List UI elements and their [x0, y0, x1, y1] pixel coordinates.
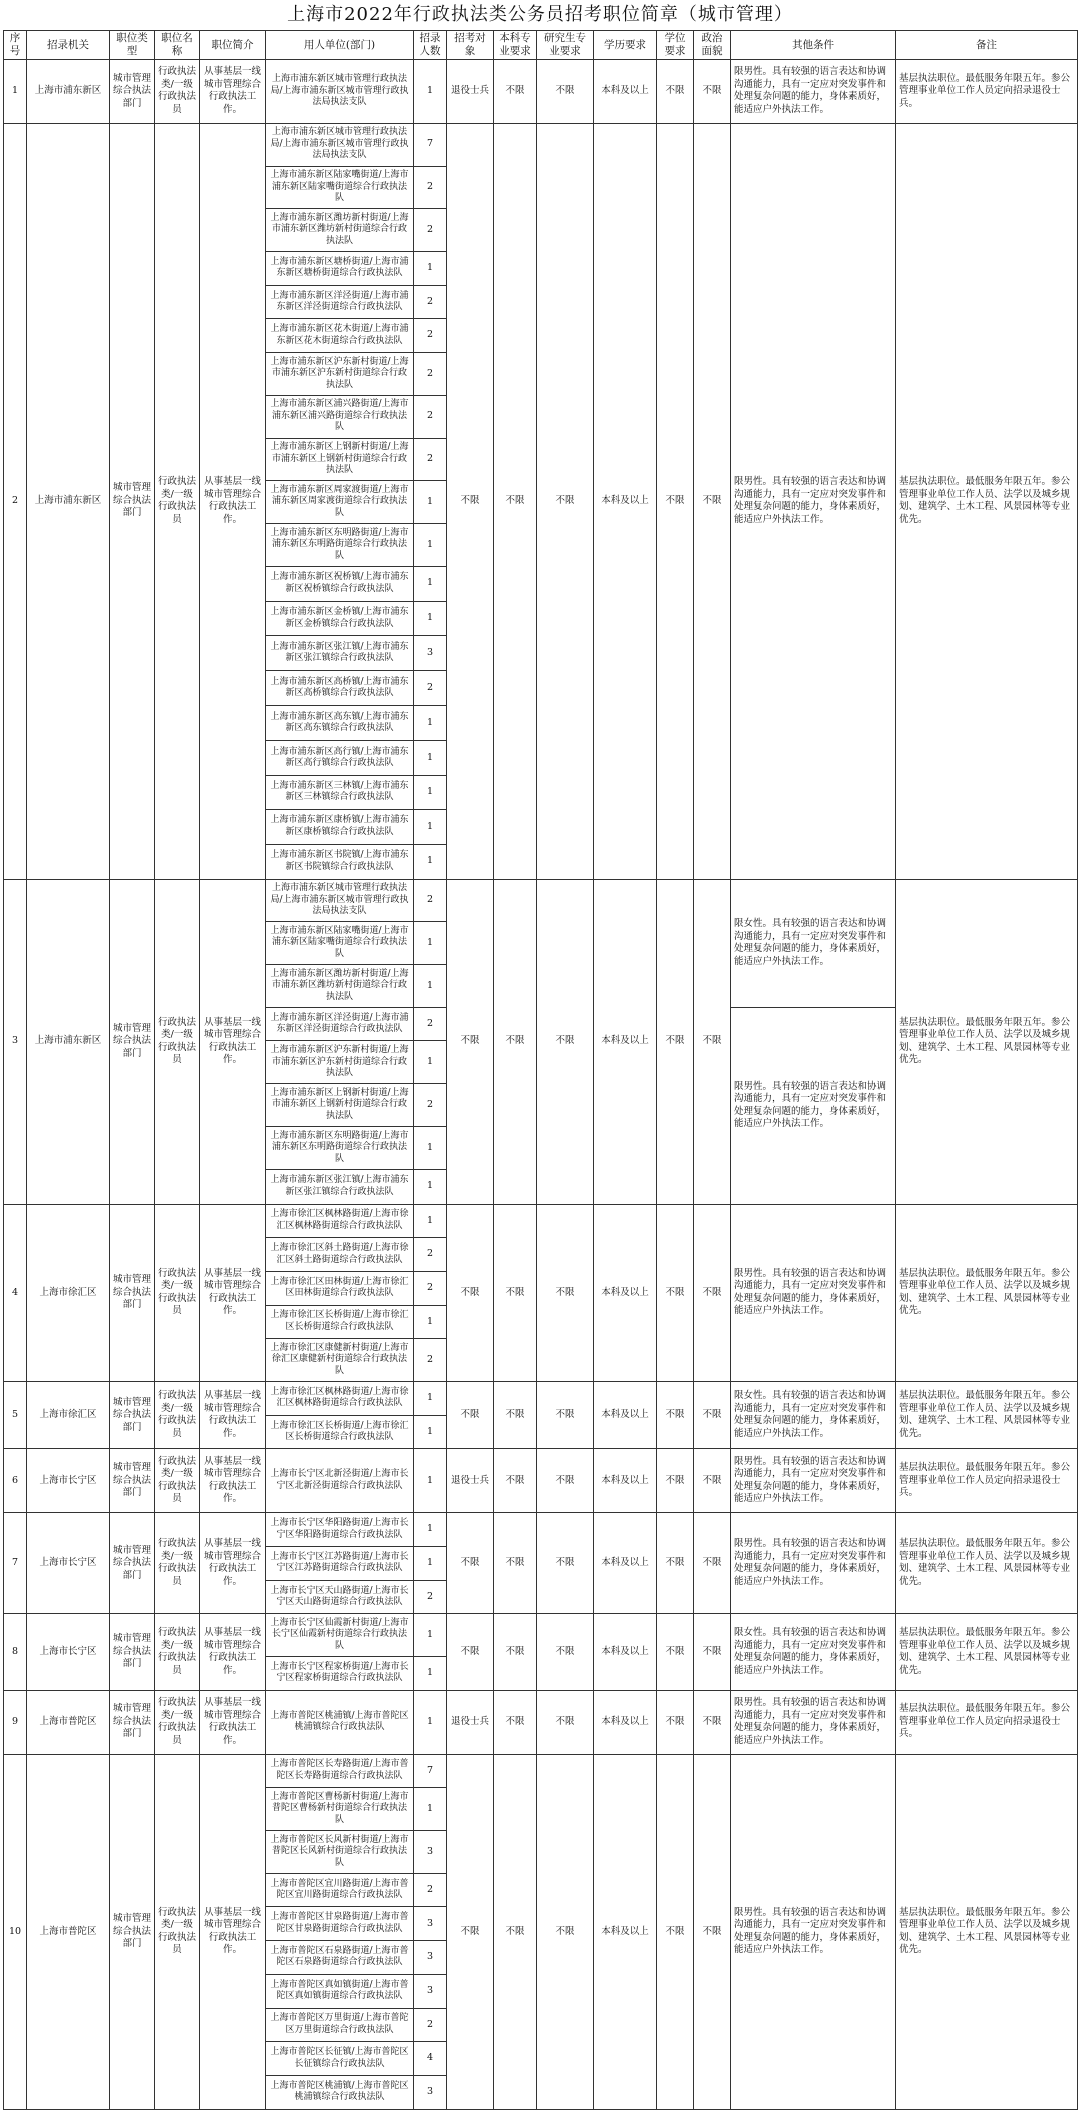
employing-unit: 上海市普陀区长风新村街道/上海市普陀区长风新村街道综合行政执法队	[266, 1831, 414, 1874]
undergrad-major: 不限	[494, 123, 537, 879]
political-status: 不限	[694, 1204, 731, 1382]
headcount: 1	[414, 741, 447, 776]
employing-unit: 上海市浦东新区东明路街道/上海市浦东新区东明路街道综合行政执法队	[266, 1126, 414, 1169]
employing-unit: 上海市浦东新区陆家嘴街道/上海市浦东新区陆家嘴街道综合行政执法队	[266, 166, 414, 209]
political-status: 不限	[694, 60, 731, 124]
political-status: 不限	[694, 1690, 731, 1754]
headcount: 1	[414, 1614, 447, 1657]
headcount: 2	[414, 395, 447, 438]
education-requirement: 本科及以上	[594, 1614, 657, 1690]
document-title: 上海市2022年行政执法类公务员招考职位简章（城市管理）	[287, 4, 793, 25]
headcount: 1	[414, 1690, 447, 1754]
position-intro: 从事基层一线城市管理综合行政执法工作。	[200, 1204, 266, 1382]
position-type: 城市管理综合执法部门	[110, 1449, 155, 1513]
position-type: 城市管理综合执法部门	[110, 1690, 155, 1754]
col-header: 招录人数	[414, 31, 447, 60]
undergrad-major: 不限	[494, 60, 537, 124]
employing-unit: 上海市浦东新区沪东新村街道/上海市浦东新区沪东新村街道综合行政执法队	[266, 1041, 414, 1084]
recruit-target: 不限	[447, 1382, 494, 1449]
headcount: 2	[414, 166, 447, 209]
position-name: 行政执法类/一级行政执法员	[155, 879, 200, 1204]
headcount: 1	[414, 523, 447, 566]
col-header: 其他条件	[731, 31, 896, 60]
employing-unit: 上海市长宁区华阳路街道/上海市长宁区华阳路街道综合行政执法队	[266, 1513, 414, 1547]
headcount: 1	[414, 1449, 447, 1513]
headcount: 3	[414, 1941, 447, 1975]
headcount: 1	[414, 809, 447, 844]
table-row	[4, 879, 1078, 922]
table-row	[4, 1382, 1078, 1416]
remarks: 基层执法职位。最低服务年限五年。参公管理事业单位工作人员定向招录退役士兵。	[896, 1690, 1078, 1754]
political-status: 不限	[694, 879, 731, 1204]
undergrad-major: 不限	[494, 1614, 537, 1690]
position-name: 行政执法类/一级行政执法员	[155, 1690, 200, 1754]
other-conditions: 限男性。具有较强的语言表达和协调沟通能力，具有一定应对突发事件和处理复杂问题的能力，身体素质好，能适应户外执法工作。	[731, 1690, 896, 1754]
recruiting-agency: 上海市徐汇区	[27, 1204, 110, 1382]
employing-unit: 上海市普陀区曹杨新村街道/上海市普陀区曹杨新村街道综合行政执法队	[266, 1788, 414, 1831]
employing-unit: 上海市浦东新区洋泾街道/上海市浦东新区洋泾街道综合行政执法队	[266, 1007, 414, 1041]
position-type: 城市管理综合执法部门	[110, 1614, 155, 1690]
graduate-major: 不限	[537, 879, 594, 1204]
other-conditions: 限男性。具有较强的语言表达和协调沟通能力，具有一定应对突发事件和处理复杂问题的能力，身体素质好，能适应户外执法工作。	[731, 1007, 896, 1204]
employing-unit: 上海市普陀区长征镇/上海市普陀区长征镇综合行政执法队	[266, 2042, 414, 2076]
other-conditions: 限女性。具有较强的语言表达和协调沟通能力，具有一定应对突发事件和处理复杂问题的能力，身体素质好，能适应户外执法工作。	[731, 879, 896, 1007]
position-number: 6	[4, 1449, 27, 1513]
employing-unit: 上海市徐汇区康健新村街道/上海市徐汇区康健新村街道综合行政执法队	[266, 1339, 414, 1382]
headcount: 1	[414, 1041, 447, 1084]
employing-unit: 上海市徐汇区长桥街道/上海市徐汇区长桥街道综合行政执法队	[266, 1305, 414, 1339]
education-requirement: 本科及以上	[594, 879, 657, 1204]
employing-unit: 上海市浦东新区潍坊新村街道/上海市浦东新区潍坊新村街道综合行政执法队	[266, 209, 414, 252]
headcount: 3	[414, 1831, 447, 1874]
employing-unit: 上海市长宁区江苏路街道/上海市长宁区江苏路街道综合行政执法队	[266, 1546, 414, 1580]
undergrad-major: 不限	[494, 879, 537, 1204]
graduate-major: 不限	[537, 1382, 594, 1449]
headcount: 3	[414, 2075, 447, 2109]
header-row	[4, 31, 1078, 60]
employing-unit: 上海市浦东新区祝桥镇/上海市浦东新区祝桥镇综合行政执法队	[266, 566, 414, 601]
employing-unit: 上海市徐汇区田林街道/上海市徐汇区田林街道综合行政执法队	[266, 1271, 414, 1305]
other-conditions: 限男性。具有较强的语言表达和协调沟通能力，具有一定应对突发事件和处理复杂问题的能力，身体素质好，能适应户外执法工作。	[731, 1513, 896, 1614]
graduate-major: 不限	[537, 1754, 594, 2109]
position-name: 行政执法类/一级行政执法员	[155, 1513, 200, 1614]
headcount: 2	[414, 438, 447, 481]
degree-requirement: 不限	[657, 879, 694, 1204]
headcount: 1	[414, 1513, 447, 1547]
graduate-major: 不限	[537, 123, 594, 879]
degree-requirement: 不限	[657, 1614, 694, 1690]
col-header: 职位名称	[155, 31, 200, 60]
headcount: 1	[414, 1546, 447, 1580]
employing-unit: 上海市浦东新区高东镇/上海市浦东新区高东镇综合行政执法队	[266, 706, 414, 741]
employing-unit: 上海市浦东新区沪东新村街道/上海市浦东新区沪东新村街道综合行政执法队	[266, 353, 414, 396]
col-header: 学历要求	[594, 31, 657, 60]
position-number: 7	[4, 1513, 27, 1614]
employing-unit: 上海市浦东新区东明路街道/上海市浦东新区东明路街道综合行政执法队	[266, 523, 414, 566]
political-status: 不限	[694, 1382, 731, 1449]
remarks: 基层执法职位。最低服务年限五年。参公管理事业单位工作人员定向招录退役士兵。	[896, 1449, 1078, 1513]
headcount: 2	[414, 2008, 447, 2042]
position-type: 城市管理综合执法部门	[110, 1204, 155, 1382]
undergrad-major: 不限	[494, 1754, 537, 2109]
headcount: 1	[414, 1382, 447, 1416]
col-header: 学位要求	[657, 31, 694, 60]
recruiting-agency: 上海市浦东新区	[27, 879, 110, 1204]
undergrad-major: 不限	[494, 1449, 537, 1513]
headcount: 2	[414, 1339, 447, 1382]
education-requirement: 本科及以上	[594, 1382, 657, 1449]
employing-unit: 上海市浦东新区高桥镇/上海市浦东新区高桥镇综合行政执法队	[266, 671, 414, 706]
recruiting-agency: 上海市普陀区	[27, 1754, 110, 2109]
position-intro: 从事基层一线城市管理综合行政执法工作。	[200, 1614, 266, 1690]
position-name: 行政执法类/一级行政执法员	[155, 1754, 200, 2109]
table-row	[4, 1513, 1078, 1547]
remarks: 基层执法职位。最低服务年限五年。参公管理事业单位工作人员、法学以及城乡规划、建筑学、土木工程、风景园林等专业优先。	[896, 1204, 1078, 1382]
recruiting-agency: 上海市长宁区	[27, 1449, 110, 1513]
headcount: 1	[414, 251, 447, 285]
employing-unit: 上海市浦东新区洋泾街道/上海市浦东新区洋泾街道综合行政执法队	[266, 285, 414, 319]
employing-unit: 上海市普陀区宜川路街道/上海市普陀区宜川路街道综合行政执法队	[266, 1873, 414, 1907]
undergrad-major: 不限	[494, 1204, 537, 1382]
headcount: 2	[414, 285, 447, 319]
position-intro: 从事基层一线城市管理综合行政执法工作。	[200, 1382, 266, 1449]
recruit-target: 不限	[447, 879, 494, 1204]
other-conditions: 限女性。具有较强的语言表达和协调沟通能力，具有一定应对突发事件和处理复杂问题的能力，身体素质好，能适应户外执法工作。	[731, 1614, 896, 1690]
education-requirement: 本科及以上	[594, 1754, 657, 2109]
position-type: 城市管理综合执法部门	[110, 1382, 155, 1449]
graduate-major: 不限	[537, 1449, 594, 1513]
employing-unit: 上海市浦东新区周家渡街道/上海市浦东新区周家渡街道综合行政执法队	[266, 481, 414, 524]
political-status: 不限	[694, 1449, 731, 1513]
headcount: 1	[414, 1657, 447, 1691]
recruiting-agency: 上海市徐汇区	[27, 1382, 110, 1449]
positions-table	[3, 30, 1078, 2110]
position-type: 城市管理综合执法部门	[110, 1754, 155, 2109]
graduate-major: 不限	[537, 1690, 594, 1754]
col-header: 政治面貌	[694, 31, 731, 60]
headcount: 2	[414, 1084, 447, 1127]
recruiting-agency: 上海市浦东新区	[27, 60, 110, 124]
col-header: 研究生专业要求	[537, 31, 594, 60]
graduate-major: 不限	[537, 60, 594, 124]
recruit-target: 不限	[447, 1614, 494, 1690]
col-header: 本科专业要求	[494, 31, 537, 60]
employing-unit: 上海市浦东新区浦兴路街道/上海市浦东新区浦兴路街道综合行政执法队	[266, 395, 414, 438]
degree-requirement: 不限	[657, 1204, 694, 1382]
headcount: 3	[414, 1974, 447, 2008]
employing-unit: 上海市浦东新区城市管理行政执法局/上海市浦东新区城市管理行政执法局执法支队	[266, 123, 414, 166]
col-header: 备注	[896, 31, 1078, 60]
table-row	[4, 1204, 1078, 1238]
employing-unit: 上海市浦东新区康桥镇/上海市浦东新区康桥镇综合行政执法队	[266, 809, 414, 844]
recruit-target: 不限	[447, 1754, 494, 2109]
headcount: 1	[414, 481, 447, 524]
position-number: 5	[4, 1382, 27, 1449]
recruit-target: 不限	[447, 123, 494, 879]
position-name: 行政执法类/一级行政执法员	[155, 1382, 200, 1449]
headcount: 1	[414, 1126, 447, 1169]
graduate-major: 不限	[537, 1614, 594, 1690]
remarks: 基层执法职位。最低服务年限五年。参公管理事业单位工作人员、法学以及城乡规划、建筑学、土木工程、风景园林等专业优先。	[896, 1382, 1078, 1449]
employing-unit: 上海市浦东新区陆家嘴街道/上海市浦东新区陆家嘴街道综合行政执法队	[266, 922, 414, 965]
headcount: 3	[414, 1907, 447, 1941]
degree-requirement: 不限	[657, 123, 694, 879]
position-number: 4	[4, 1204, 27, 1382]
employing-unit: 上海市浦东新区塘桥街道/上海市浦东新区塘桥街道综合行政执法队	[266, 251, 414, 285]
remarks: 基层执法职位。最低服务年限五年。参公管理事业单位工作人员、法学以及城乡规划、建筑学、土木工程、风景园林等专业优先。	[896, 123, 1078, 879]
employing-unit: 上海市浦东新区金桥镇/上海市浦东新区金桥镇综合行政执法队	[266, 601, 414, 636]
headcount: 1	[414, 965, 447, 1008]
employing-unit: 上海市长宁区仙霞新村街道/上海市长宁区仙霞新村街道综合行政执法队	[266, 1614, 414, 1657]
headcount: 1	[414, 1415, 447, 1449]
col-header: 招录机关	[27, 31, 110, 60]
recruiting-agency: 上海市普陀区	[27, 1690, 110, 1754]
remarks: 基层执法职位。最低服务年限五年。参公管理事业单位工作人员、法学以及城乡规划、建筑学、土木工程、风景园林等专业优先。	[896, 879, 1078, 1204]
employing-unit: 上海市徐汇区枫林路街道/上海市徐汇区枫林路街道综合行政执法队	[266, 1382, 414, 1416]
remarks: 基层执法职位。最低服务年限五年。参公管理事业单位工作人员定向招录退役士兵。	[896, 60, 1078, 124]
position-intro: 从事基层一线城市管理综合行政执法工作。	[200, 1449, 266, 1513]
headcount: 2	[414, 879, 447, 922]
other-conditions: 限男性。具有较强的语言表达和协调沟通能力，具有一定应对突发事件和处理复杂问题的能力，身体素质好，能适应户外执法工作。	[731, 1754, 896, 2109]
employing-unit: 上海市普陀区万里街道/上海市普陀区万里街道综合行政执法队	[266, 2008, 414, 2042]
headcount: 2	[414, 1873, 447, 1907]
col-header: 招考对象	[447, 31, 494, 60]
position-type: 城市管理综合执法部门	[110, 60, 155, 124]
position-name: 行政执法类/一级行政执法员	[155, 1449, 200, 1513]
employing-unit: 上海市浦东新区书院镇/上海市浦东新区书院镇综合行政执法队	[266, 844, 414, 879]
position-type: 城市管理综合执法部门	[110, 879, 155, 1204]
headcount: 1	[414, 776, 447, 810]
headcount: 1	[414, 566, 447, 601]
graduate-major: 不限	[537, 1204, 594, 1382]
employing-unit: 上海市徐汇区长桥街道/上海市徐汇区长桥街道综合行政执法队	[266, 1415, 414, 1449]
position-name: 行政执法类/一级行政执法员	[155, 1204, 200, 1382]
table-row	[4, 1690, 1078, 1754]
political-status: 不限	[694, 123, 731, 879]
headcount: 7	[414, 1754, 447, 1788]
headcount: 2	[414, 209, 447, 252]
other-conditions: 限女性。具有较强的语言表达和协调沟通能力，具有一定应对突发事件和处理复杂问题的能力，身体素质好，能适应户外执法工作。	[731, 1382, 896, 1449]
position-name: 行政执法类/一级行政执法员	[155, 1614, 200, 1690]
education-requirement: 本科及以上	[594, 60, 657, 124]
education-requirement: 本科及以上	[594, 123, 657, 879]
employing-unit: 上海市浦东新区上钢新村街道/上海市浦东新区上钢新村街道综合行政执法队	[266, 1084, 414, 1127]
recruit-target: 不限	[447, 1204, 494, 1382]
employing-unit: 上海市浦东新区花木街道/上海市浦东新区花木街道综合行政执法队	[266, 319, 414, 353]
degree-requirement: 不限	[657, 60, 694, 124]
col-header: 序号	[4, 31, 27, 60]
degree-requirement: 不限	[657, 1382, 694, 1449]
table-row	[4, 60, 1078, 124]
remarks: 基层执法职位。最低服务年限五年。参公管理事业单位工作人员、法学以及城乡规划、建筑学、土木工程、风景园林等专业优先。	[896, 1754, 1078, 2109]
degree-requirement: 不限	[657, 1690, 694, 1754]
employing-unit: 上海市普陀区石泉路街道/上海市普陀区石泉路街道综合行政执法队	[266, 1941, 414, 1975]
recruit-target: 退役士兵	[447, 1690, 494, 1754]
position-intro: 从事基层一线城市管理综合行政执法工作。	[200, 879, 266, 1204]
recruiting-agency: 上海市长宁区	[27, 1614, 110, 1690]
degree-requirement: 不限	[657, 1513, 694, 1614]
headcount: 2	[414, 353, 447, 396]
employing-unit: 上海市徐汇区枫林路街道/上海市徐汇区枫林路街道综合行政执法队	[266, 1204, 414, 1238]
employing-unit: 上海市浦东新区高行镇/上海市浦东新区高行镇综合行政执法队	[266, 741, 414, 776]
table-row	[4, 123, 1078, 166]
employing-unit: 上海市普陀区桃浦镇/上海市普陀区桃浦镇综合行政执法队	[266, 2075, 414, 2109]
position-intro: 从事基层一线城市管理综合行政执法工作。	[200, 60, 266, 124]
headcount: 1	[414, 1169, 447, 1204]
recruiting-agency: 上海市长宁区	[27, 1513, 110, 1614]
position-type: 城市管理综合执法部门	[110, 1513, 155, 1614]
employing-unit: 上海市浦东新区张江镇/上海市浦东新区张江镇综合行政执法队	[266, 1169, 414, 1204]
degree-requirement: 不限	[657, 1449, 694, 1513]
other-conditions: 限男性。具有较强的语言表达和协调沟通能力，具有一定应对突发事件和处理复杂问题的能力，身体素质好，能适应户外执法工作。	[731, 123, 896, 879]
recruiting-agency: 上海市浦东新区	[27, 123, 110, 879]
political-status: 不限	[694, 1513, 731, 1614]
headcount: 1	[414, 1305, 447, 1339]
headcount: 2	[414, 1238, 447, 1272]
position-intro: 从事基层一线城市管理综合行政执法工作。	[200, 1690, 266, 1754]
employing-unit: 上海市徐汇区斜土路街道/上海市徐汇区斜土路街道综合行政执法队	[266, 1238, 414, 1272]
headcount: 3	[414, 636, 447, 671]
table-row	[4, 1754, 1078, 1788]
employing-unit: 上海市普陀区真如镇街道/上海市普陀区真如镇街道综合行政执法队	[266, 1974, 414, 2008]
employing-unit: 上海市长宁区北新泾街道/上海市长宁区北新泾街道综合行政执法队	[266, 1449, 414, 1513]
headcount: 2	[414, 671, 447, 706]
position-name: 行政执法类/一级行政执法员	[155, 123, 200, 879]
degree-requirement: 不限	[657, 1754, 694, 2109]
headcount: 1	[414, 601, 447, 636]
col-header: 用人单位(部门)	[266, 31, 414, 60]
position-number: 9	[4, 1690, 27, 1754]
undergrad-major: 不限	[494, 1382, 537, 1449]
headcount: 1	[414, 844, 447, 879]
employing-unit: 上海市浦东新区城市管理行政执法局/上海市浦东新区城市管理行政执法局执法支队	[266, 879, 414, 922]
position-number: 3	[4, 879, 27, 1204]
headcount: 1	[414, 706, 447, 741]
headcount: 1	[414, 1204, 447, 1238]
remarks: 基层执法职位。最低服务年限五年。参公管理事业单位工作人员、法学以及城乡规划、建筑学、土木工程、风景园林等专业优先。	[896, 1513, 1078, 1614]
employing-unit: 上海市普陀区桃浦镇/上海市普陀区桃浦镇综合行政执法队	[266, 1690, 414, 1754]
position-name: 行政执法类/一级行政执法员	[155, 60, 200, 124]
education-requirement: 本科及以上	[594, 1449, 657, 1513]
col-header: 职位简介	[200, 31, 266, 60]
employing-unit: 上海市长宁区天山路街道/上海市长宁区天山路街道综合行政执法队	[266, 1580, 414, 1614]
other-conditions: 限男性。具有较强的语言表达和协调沟通能力，具有一定应对突发事件和处理复杂问题的能力，身体素质好，能适应户外执法工作。	[731, 1449, 896, 1513]
recruit-target: 退役士兵	[447, 1449, 494, 1513]
employing-unit: 上海市浦东新区城市管理行政执法局/上海市浦东新区城市管理行政执法局执法支队	[266, 60, 414, 124]
education-requirement: 本科及以上	[594, 1513, 657, 1614]
other-conditions: 限男性。具有较强的语言表达和协调沟通能力，具有一定应对突发事件和处理复杂问题的能力，身体素质好，能适应户外执法工作。	[731, 60, 896, 124]
headcount: 2	[414, 1271, 447, 1305]
position-number: 10	[4, 1754, 27, 2109]
position-number: 2	[4, 123, 27, 879]
political-status: 不限	[694, 1754, 731, 2109]
table-row	[4, 1614, 1078, 1657]
employing-unit: 上海市浦东新区潍坊新村街道/上海市浦东新区潍坊新村街道综合行政执法队	[266, 965, 414, 1008]
headcount: 1	[414, 922, 447, 965]
employing-unit: 上海市普陀区长寿路街道/上海市普陀区长寿路街道综合行政执法队	[266, 1754, 414, 1788]
employing-unit: 上海市长宁区程家桥街道/上海市长宁区程家桥街道综合行政执法队	[266, 1657, 414, 1691]
other-conditions: 限男性。具有较强的语言表达和协调沟通能力，具有一定应对突发事件和处理复杂问题的能力，身体素质好，能适应户外执法工作。	[731, 1204, 896, 1382]
headcount: 4	[414, 2042, 447, 2076]
remarks: 基层执法职位。最低服务年限五年。参公管理事业单位工作人员、法学以及城乡规划、建筑学、土木工程、风景园林等专业优先。	[896, 1614, 1078, 1690]
position-number: 1	[4, 60, 27, 124]
position-type: 城市管理综合执法部门	[110, 123, 155, 879]
education-requirement: 本科及以上	[594, 1204, 657, 1382]
headcount: 1	[414, 60, 447, 124]
position-intro: 从事基层一线城市管理综合行政执法工作。	[200, 1754, 266, 2109]
recruit-target: 退役士兵	[447, 60, 494, 124]
graduate-major: 不限	[537, 1513, 594, 1614]
recruit-target: 不限	[447, 1513, 494, 1614]
political-status: 不限	[694, 1614, 731, 1690]
headcount: 2	[414, 1007, 447, 1041]
employing-unit: 上海市浦东新区上钢新村街道/上海市浦东新区上钢新村街道综合行政执法队	[266, 438, 414, 481]
employing-unit: 上海市普陀区甘泉路街道/上海市普陀区甘泉路街道综合行政执法队	[266, 1907, 414, 1941]
employing-unit: 上海市浦东新区三林镇/上海市浦东新区三林镇综合行政执法队	[266, 776, 414, 810]
education-requirement: 本科及以上	[594, 1690, 657, 1754]
position-intro: 从事基层一线城市管理综合行政执法工作。	[200, 123, 266, 879]
position-intro: 从事基层一线城市管理综合行政执法工作。	[200, 1513, 266, 1614]
headcount: 2	[414, 319, 447, 353]
headcount: 1	[414, 1788, 447, 1831]
undergrad-major: 不限	[494, 1513, 537, 1614]
position-number: 8	[4, 1614, 27, 1690]
headcount: 7	[414, 123, 447, 166]
undergrad-major: 不限	[494, 1690, 537, 1754]
headcount: 2	[414, 1580, 447, 1614]
col-header: 职位类型	[110, 31, 155, 60]
table-row	[4, 1449, 1078, 1513]
employing-unit: 上海市浦东新区张江镇/上海市浦东新区张江镇综合行政执法队	[266, 636, 414, 671]
